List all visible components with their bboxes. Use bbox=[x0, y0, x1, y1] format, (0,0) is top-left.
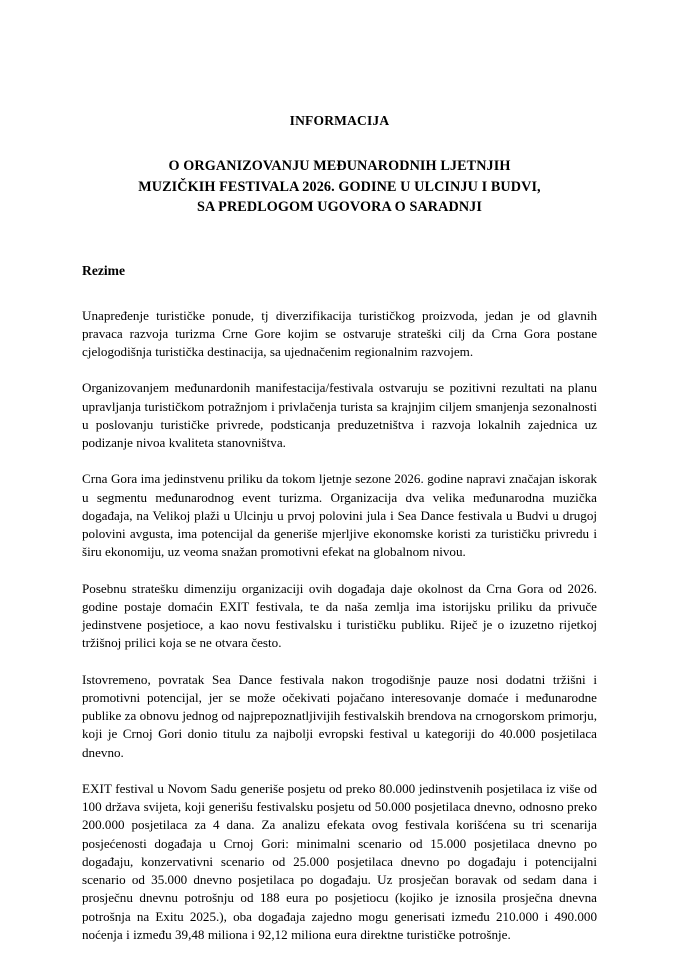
page-title-line-2: MUZIČKIH FESTIVALA 2026. GODINE U ULCINJU I BUDVI, bbox=[138, 178, 541, 195]
page-title bbox=[82, 156, 597, 218]
paragraph: EXIT festival u Novom Sadu generiše posjetu od preko 80.000 jedinstvenih posjetilaca iz više od 100 država svijeta, koji generišu festivalsku posjetu od 50.000 posjetilaca dnevno, odnosno preko 200.000 posjetilaca za 4 dana. Za analizu efekata ovog festivala korišćena su tri scenarija posjećenosti događaja u Crnoj Gori: minimalni scenario od 15.000 posjetilaca dnevno po događaju, konzervativni scenario od 25.000 posjetilaca dnevno po događaju i potencijalni scenario od 35.000 dnevno posjetilaca po događaju. Uz prosječan boravak od sedam dana i prosječnu dnevnu potrošnju od 188 eura po posjetiocu (kojiko je iznosila prosječna dnevna potrošnja na Exitu 2025.), oba događaja zajedno mogu generisati između 210.000 i 490.000 noćenja i između 39,48 miliona i 92,12 miliona eura direktne turističke potrošnje. bbox=[82, 780, 597, 942]
page-title-line-3: SA PREDLOGOM UGOVORA O SARADNJI bbox=[196, 199, 482, 215]
document-kicker: INFORMACIJA bbox=[289, 113, 390, 128]
page-title-line-1: O ORGANIZOVANJU MEĐUNARODNIH LJETNJIH bbox=[168, 158, 511, 174]
paragraph: Crna Gora ima jedinstvenu priliku da tokom ljetnje sezone 2026. godine napravi značajan iskorak u segmentu međunarodnog event turizma. Organizacija dva velika međunarodna muzička događaja, na Velikoj plaži u Ulcinju u prvoj polovini jula i Sea Dance festivala u Budvi u drugoj polovini avgusta, ima potencijal da generiše mjerljive ekonomske koristi za turističku privredu i širu ekonomiju, uz veoma snažan promotivni efekat na globalnom nivou. bbox=[82, 471, 597, 560]
document-content bbox=[82, 112, 597, 944]
paragraph: Istovremeno, povratak Sea Dance festivala nakon trogodišnje pauze nosi dodatni tržišni i promotivni potencijal, jer se može očekivati pojačano interesovanje domaće i međunarodne publike za obnovu jednog od najprepoznatljivijih festivalskih brendova na crnogorskom primorju, koji je Crnoj Gori donio titulu za najbolji evropski festival u kategoriji do 40.000 posjetilaca dnevno. bbox=[82, 671, 597, 760]
paragraph: Unapređenje turističke ponude, tj diverzifikacija turističkog proizvoda, jedan je od glavnih pravaca razvoja turizma Crne Gore kojim se ostvaruje strateški cilj da Crna Gora postane cjelogodišnja turistička destinacija, sa ujednačenim regionalnim razvojem. bbox=[82, 307, 597, 359]
section-heading-rezime: Rezime bbox=[82, 262, 126, 278]
document-body bbox=[82, 280, 597, 945]
paragraph: Posebnu stratešku dimenziju organizaciji ovih događaja daje okolnost da Crna Gora od 2026. godine postaje domaćin EXIT festivala, te da naša zemlja ima istorijsku priliku da privuče jedinstvene posjetioce, a kao novu festivalsku i turističku publiku. Riječ je o izuzetno rijetkoj tržišnoj prilici koja se ne otvara često. bbox=[82, 580, 597, 651]
paragraph: Organizovanjem međunardonih manifestacija/festivala ostvaruju se pozitivni rezultati na planu upravljanja turističkom potražnjom i privlačenja turista sa krajnjim ciljem smanjenja sezonalnosti u poslovanju turističke privrede, podsticanja preduzetništva i razvoja lokalnih zajednica uz podizanje nivoa kvaliteta stanovništva. bbox=[82, 380, 597, 450]
